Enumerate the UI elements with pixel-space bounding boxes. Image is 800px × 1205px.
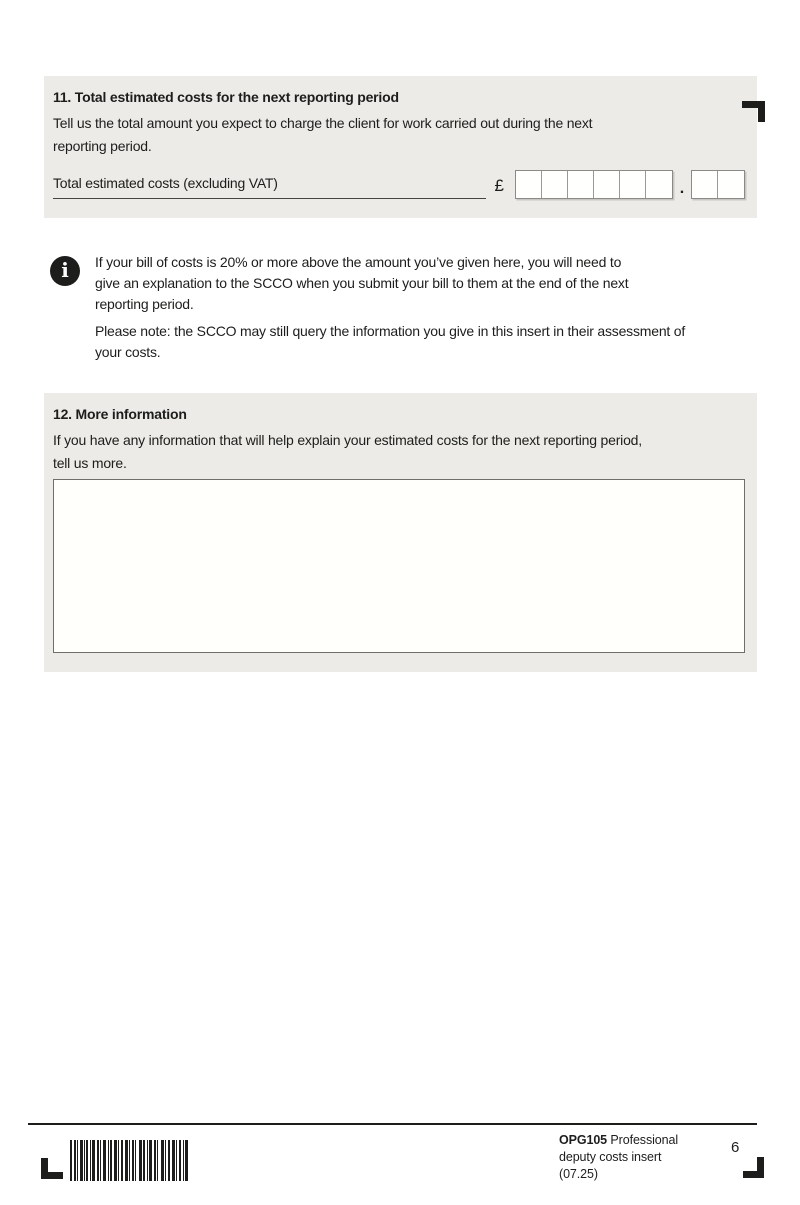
total-estimated-costs-row [53,170,745,199]
pounds-digit-cell[interactable] [620,171,646,198]
form-edition: (07.25) [559,1167,598,1181]
pence-digit-cell[interactable] [718,171,744,198]
pounds-digit-boxes [515,170,673,199]
pence-digit-boxes [691,170,745,199]
crop-mark-bottom-right-icon [743,1157,764,1178]
info-icon: i [50,256,80,286]
section-12-intro-line: tell us more. [53,454,127,471]
form-identifier [559,1132,709,1183]
section-11-heading: 11. Total estimated costs for the next reporting period [53,89,399,105]
pounds-digit-cell[interactable] [594,171,620,198]
section-11-total-estimated-costs [44,76,757,218]
form-title-line1: Professional [607,1133,679,1147]
barcode [70,1140,188,1181]
pounds-digit-cell[interactable] [542,171,568,198]
pounds-digit-cell[interactable] [516,171,542,198]
form-code: OPG105 [559,1133,608,1147]
crop-mark-top-right-icon [742,101,765,122]
decimal-point: . [679,180,684,197]
footer-rule [28,1123,757,1125]
info-note-line: reporting period. [95,296,194,312]
total-estimated-costs-label: Total estimated costs (excluding VAT) [53,175,486,199]
pounds-digit-cell[interactable] [646,171,672,198]
form-page [0,76,800,1205]
currency-pound-symbol: £ [494,176,504,195]
info-note [50,256,757,363]
info-note-text [95,252,685,363]
pounds-digit-cell[interactable] [568,171,594,198]
section-12-heading: 12. More information [53,406,187,422]
info-note-line: If your bill of costs is 20% or more above the amount you’ve given here, you will need to [95,254,622,270]
info-note-line: give an explanation to the SCCO when you submit your bill to them at the end of the next [95,275,629,291]
section-12-more-information [44,393,757,672]
section-11-intro-line: reporting period. [53,137,152,154]
info-note-line: Please note: the SCCO may still query the information you give in this insert in their assessment of [95,323,686,339]
pence-digit-cell[interactable] [692,171,718,198]
page-number: 6 [731,1139,740,1156]
section-12-intro-line: If you have any information that will help explain your estimated costs for the next reporting period, [53,432,642,448]
section-11-intro-line: Tell us the total amount you expect to charge the client for work carried out during the next [53,115,593,131]
more-information-textarea[interactable] [53,479,745,653]
info-note-line: your costs. [95,344,161,360]
crop-mark-bottom-left-icon [41,1158,63,1179]
form-title-line2: deputy costs insert [559,1150,662,1164]
